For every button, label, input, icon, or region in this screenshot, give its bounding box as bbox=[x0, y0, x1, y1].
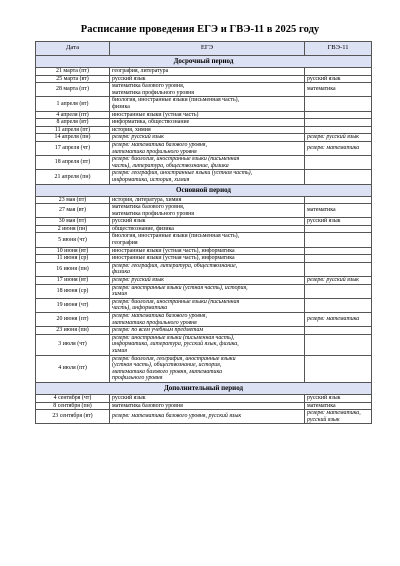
section-header-row bbox=[36, 56, 372, 68]
gve-cell bbox=[305, 410, 372, 424]
gve-cell bbox=[305, 402, 372, 410]
schedule-table bbox=[35, 41, 372, 424]
table-row bbox=[36, 255, 372, 263]
section-title: Досрочный период bbox=[36, 56, 372, 68]
date-cell: 5 июня (чт) bbox=[36, 233, 110, 247]
ege-cell bbox=[110, 196, 305, 204]
table-row bbox=[36, 126, 372, 134]
header-date: Дата bbox=[36, 42, 110, 56]
date-cell: 11 апреля (пт) bbox=[36, 126, 110, 134]
ege-cell bbox=[110, 119, 305, 127]
table-row bbox=[36, 218, 372, 226]
cell-line: резерв: математика, bbox=[307, 410, 361, 417]
ege-cell bbox=[110, 233, 305, 247]
table-row bbox=[36, 204, 372, 218]
table-row bbox=[36, 355, 372, 382]
section-header-row bbox=[36, 382, 372, 394]
ege-cell bbox=[110, 218, 305, 226]
cell-line: русский язык bbox=[307, 416, 340, 423]
table-row bbox=[36, 225, 372, 233]
cell-line: математика bbox=[307, 207, 336, 214]
gve-cell bbox=[305, 233, 372, 247]
cell-line: резерв: русский язык bbox=[307, 134, 359, 141]
ege-cell bbox=[110, 68, 305, 76]
ege-cell bbox=[110, 262, 305, 276]
gve-cell bbox=[305, 334, 372, 355]
table-header-row bbox=[36, 42, 372, 56]
table-row bbox=[36, 410, 372, 424]
table-row bbox=[36, 334, 372, 355]
cell-line: математика базового уровня, bbox=[112, 83, 185, 90]
table-row bbox=[36, 277, 372, 285]
ege-cell bbox=[110, 225, 305, 233]
cell-line: иностранные языки (устная часть), информатика bbox=[112, 255, 235, 262]
gve-cell bbox=[305, 141, 372, 155]
cell-line: математика базового уровня, математика bbox=[112, 368, 223, 375]
table-row bbox=[36, 313, 372, 327]
ege-cell bbox=[110, 83, 305, 97]
cell-line: резерв: по всем учебным предметам bbox=[112, 327, 204, 334]
cell-line: математика профильного уровня bbox=[112, 148, 197, 155]
gve-cell bbox=[305, 204, 372, 218]
date-cell: 3 июля (чт) bbox=[36, 334, 110, 355]
cell-line: русский язык bbox=[307, 75, 341, 82]
ege-cell bbox=[110, 410, 305, 424]
ege-cell bbox=[110, 334, 305, 355]
cell-line: (устная часть), обществознание, история, bbox=[112, 362, 222, 369]
cell-line: резерв: русский язык bbox=[307, 277, 359, 284]
date-cell: 2 июня (пн) bbox=[36, 225, 110, 233]
date-cell: 4 июля (пт) bbox=[36, 355, 110, 382]
cell-line: информатика, обществознание bbox=[112, 119, 190, 126]
cell-line: часть), литература, обществознание, физика bbox=[112, 162, 229, 169]
cell-line: информатика, история, химия bbox=[112, 176, 190, 183]
date-cell: 4 сентября (чт) bbox=[36, 394, 110, 402]
ege-cell bbox=[110, 327, 305, 335]
date-cell: 11 июня (ср) bbox=[36, 255, 110, 263]
ege-cell bbox=[110, 134, 305, 142]
gve-cell bbox=[305, 196, 372, 204]
table-row bbox=[36, 119, 372, 127]
date-cell: 28 марта (пт) bbox=[36, 83, 110, 97]
ege-cell bbox=[110, 313, 305, 327]
cell-line: история, химия bbox=[112, 126, 151, 133]
gve-cell bbox=[305, 298, 372, 312]
cell-line: информатика, литература, русский язык, физика, bbox=[112, 341, 239, 348]
cell-line: математика bbox=[307, 402, 336, 409]
date-cell: 17 июня (вт) bbox=[36, 277, 110, 285]
date-cell: 16 июня (пн) bbox=[36, 262, 110, 276]
date-cell: 25 марта (вт) bbox=[36, 75, 110, 83]
cell-line: русский язык bbox=[112, 75, 146, 82]
date-cell: 19 июня (чт) bbox=[36, 298, 110, 312]
gve-cell bbox=[305, 68, 372, 76]
date-cell: 30 мая (пт) bbox=[36, 218, 110, 226]
cell-line: резерв: биология, иностранные языки (письменная bbox=[112, 156, 240, 163]
cell-line: математика базового уровня, bbox=[112, 204, 185, 211]
date-cell: 20 июня (пт) bbox=[36, 313, 110, 327]
gve-cell bbox=[305, 277, 372, 285]
date-cell: 1 апреля (вт) bbox=[36, 97, 110, 111]
date-cell: 27 мая (вт) bbox=[36, 204, 110, 218]
table-row bbox=[36, 141, 372, 155]
ege-cell bbox=[110, 255, 305, 263]
date-cell: 8 сентября (пн) bbox=[36, 402, 110, 410]
ege-cell bbox=[110, 75, 305, 83]
table-row bbox=[36, 327, 372, 335]
cell-line: обществознание, физика bbox=[112, 225, 174, 232]
cell-line: резерв: иностранные языки (устная часть), история, bbox=[112, 284, 248, 291]
date-cell: 23 июня (пн) bbox=[36, 327, 110, 335]
cell-line: часть), информатика bbox=[112, 305, 168, 312]
cell-line: математика профильного уровня bbox=[112, 89, 194, 96]
gve-cell bbox=[305, 111, 372, 119]
gve-cell bbox=[305, 327, 372, 335]
cell-line: математика bbox=[307, 86, 336, 93]
ege-cell bbox=[110, 277, 305, 285]
cell-line: резерв: математика базового уровня, bbox=[112, 141, 208, 148]
gve-cell bbox=[305, 218, 372, 226]
ege-cell bbox=[110, 298, 305, 312]
cell-line: резерв: математика базового уровня, bbox=[112, 313, 208, 319]
cell-line: математика профильного уровня bbox=[112, 210, 194, 217]
ege-cell bbox=[110, 111, 305, 119]
cell-line: математика профильного уровня bbox=[112, 319, 197, 326]
section-title: Дополнительный период bbox=[36, 382, 372, 394]
table-row bbox=[36, 97, 372, 111]
ege-cell bbox=[110, 141, 305, 155]
date-cell: 18 апреля (пт) bbox=[36, 156, 110, 170]
gve-cell bbox=[305, 247, 372, 255]
gve-cell bbox=[305, 262, 372, 276]
cell-line: русский язык bbox=[112, 218, 146, 225]
ege-cell bbox=[110, 156, 305, 170]
cell-line: физика bbox=[112, 269, 130, 276]
cell-line: биология, иностранные языки (письменная часть), bbox=[112, 233, 240, 240]
gve-cell bbox=[305, 394, 372, 402]
gve-cell bbox=[305, 126, 372, 134]
table-row bbox=[36, 247, 372, 255]
table-row bbox=[36, 170, 372, 184]
table-row bbox=[36, 83, 372, 97]
gve-cell bbox=[305, 97, 372, 111]
table-row bbox=[36, 298, 372, 312]
date-cell: 23 мая (пт) bbox=[36, 196, 110, 204]
date-cell: 10 июня (вт) bbox=[36, 247, 110, 255]
table-row bbox=[36, 156, 372, 170]
cell-line: иностранные языки (устная часть) bbox=[112, 111, 199, 118]
cell-line: резерв: математика bbox=[307, 316, 360, 323]
cell-line: химия bbox=[112, 347, 128, 354]
ege-cell bbox=[110, 97, 305, 111]
page-title: Расписание проведения ЕГЭ и ГВЭ-11 в 2025 году bbox=[80, 24, 320, 35]
table-row bbox=[36, 233, 372, 247]
ege-cell bbox=[110, 126, 305, 134]
cell-line: русский язык bbox=[307, 394, 341, 401]
date-cell: 8 апреля (вт) bbox=[36, 119, 110, 127]
cell-line: русский язык bbox=[307, 218, 341, 225]
gve-cell bbox=[305, 75, 372, 83]
ege-cell bbox=[110, 284, 305, 298]
date-cell: 17 апреля (чт) bbox=[36, 141, 110, 155]
ege-cell bbox=[110, 355, 305, 382]
ege-cell bbox=[110, 247, 305, 255]
section-title: Основной период bbox=[36, 184, 372, 196]
gve-cell bbox=[305, 134, 372, 142]
gve-cell bbox=[305, 225, 372, 233]
table-row bbox=[36, 196, 372, 204]
cell-line: резерв: география, литература, обществознание, bbox=[112, 262, 238, 269]
gve-cell bbox=[305, 284, 372, 298]
cell-line: математика базового уровня bbox=[112, 402, 183, 409]
table-row bbox=[36, 284, 372, 298]
gve-cell bbox=[305, 313, 372, 327]
cell-line: резерв: русский язык bbox=[112, 277, 164, 284]
table-row bbox=[36, 111, 372, 119]
cell-line: история, литература, химия bbox=[112, 196, 182, 203]
cell-line: резерв: математика bbox=[307, 145, 360, 152]
ege-cell bbox=[110, 204, 305, 218]
ege-cell bbox=[110, 170, 305, 184]
cell-line: резерв: биология, география, иностранные языки bbox=[112, 355, 236, 362]
gve-cell bbox=[305, 156, 372, 170]
cell-line: резерв: география, иностранные языки (устная часть), bbox=[112, 170, 253, 177]
table-row bbox=[36, 75, 372, 83]
gve-cell bbox=[305, 355, 372, 382]
cell-line: резерв: иностранные языки (письменная часть), bbox=[112, 334, 235, 341]
cell-line: география, литература bbox=[112, 68, 169, 74]
table-body bbox=[36, 56, 372, 424]
cell-line: резерв: биология, иностранные языки (письменная bbox=[112, 298, 240, 305]
cell-line: иностранные языки (устная часть), информатика bbox=[112, 247, 235, 254]
cell-line: резерв: русский язык bbox=[112, 134, 164, 141]
date-cell: 14 апреля (пн) bbox=[36, 134, 110, 142]
cell-line: русский язык bbox=[112, 394, 146, 401]
table-row bbox=[36, 134, 372, 142]
date-cell: 23 сентября (вт) bbox=[36, 410, 110, 424]
ege-cell bbox=[110, 394, 305, 402]
table-row bbox=[36, 402, 372, 410]
date-cell: 21 марта (пт) bbox=[36, 68, 110, 76]
table-row bbox=[36, 262, 372, 276]
gve-cell bbox=[305, 255, 372, 263]
date-cell: 4 апреля (пт) bbox=[36, 111, 110, 119]
cell-line: химия bbox=[112, 291, 128, 298]
date-cell: 18 июня (ср) bbox=[36, 284, 110, 298]
date-cell: 21 апреля (пн) bbox=[36, 170, 110, 184]
table-row bbox=[36, 68, 372, 76]
cell-line: профильного уровня bbox=[112, 375, 163, 382]
gve-cell bbox=[305, 119, 372, 127]
cell-line: география bbox=[112, 240, 138, 247]
cell-line: биология, иностранные языки (письменная часть), bbox=[112, 97, 240, 104]
header-ege: ЕГЭ bbox=[110, 42, 305, 56]
header-gve: ГВЭ-11 bbox=[305, 42, 372, 56]
table-row bbox=[36, 394, 372, 402]
gve-cell bbox=[305, 170, 372, 184]
section-header-row bbox=[36, 184, 372, 196]
cell-line: резерв: математика базового уровня, русский язык bbox=[112, 413, 242, 420]
gve-cell bbox=[305, 83, 372, 97]
cell-line: физика bbox=[112, 103, 130, 110]
ege-cell bbox=[110, 402, 305, 410]
